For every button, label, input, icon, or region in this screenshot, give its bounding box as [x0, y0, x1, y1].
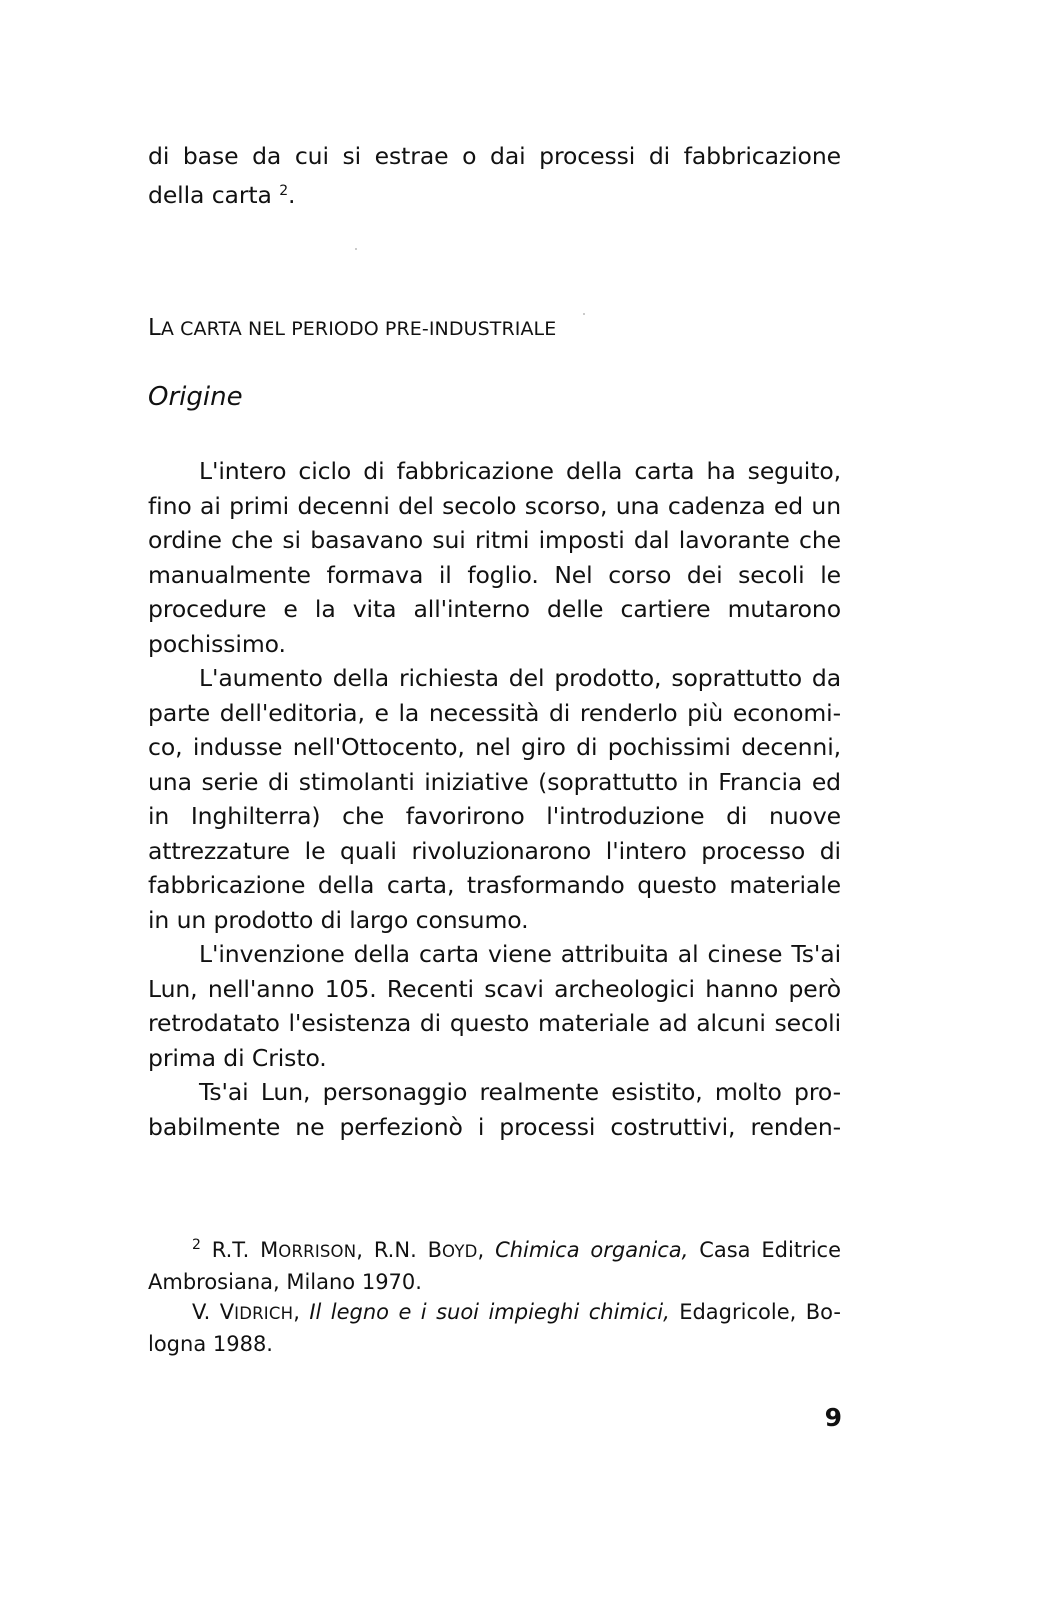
author-name [260, 1238, 356, 1262]
text-line: prima di Cristo. [148, 1043, 327, 1072]
paragraph [148, 454, 841, 661]
footnote-number: 2 [192, 1237, 201, 1253]
text-line: L'intero ciclo di fabbricazione della carta ha seguito, [199, 457, 841, 485]
text-line: fino ai primi decenni del secolo scorso, una cadenza ed un [148, 491, 841, 520]
name-rest: IDRICH [234, 1304, 294, 1323]
footnote-line: Ambrosiana, Milano 1970. [148, 1270, 422, 1294]
paragraph [148, 937, 841, 1075]
text-line: manualmente formava il foglio. Nel corso dei secoli le [148, 560, 841, 589]
text-line: Lun, nell'anno 105. Recenti scavi archeologici hanno però [148, 974, 841, 1003]
text-fragment: . [288, 180, 296, 209]
text-line [148, 174, 841, 213]
author-initials: V. [192, 1300, 211, 1324]
scan-speck [355, 248, 357, 250]
body-text [148, 454, 841, 1144]
text-line: babilmente ne perfezionò i processi costruttivi, renden- [148, 1112, 841, 1141]
name-initial: M [260, 1238, 279, 1262]
text-line: in Inghilterra) che favorirono l'introduzione di nuove [148, 802, 841, 830]
text-line: attrezzature le quali rivoluzionarono l'intero processo di [148, 836, 841, 865]
separator: , [477, 1238, 485, 1262]
footnote-ref: 2 [279, 182, 288, 199]
text-line: procedure e la vita all'interno delle cartiere mutarono [148, 595, 841, 623]
text-line: fabbricazione della carta, trasformando questo materiale [148, 871, 841, 899]
name-initial: V [219, 1300, 235, 1324]
footnote-line: logna 1988. [148, 1332, 273, 1356]
text-line: in un prodotto di largo consumo. [148, 905, 529, 934]
separator: , [356, 1238, 363, 1262]
text-line: Ts'ai Lun, personaggio realmente esistito, molto pro- [199, 1078, 841, 1106]
author-initials: R.T. [211, 1238, 250, 1262]
text-line: ordine che si basavano sui ritmi imposti dal lavorante che [148, 526, 841, 554]
publisher: Edagricole, Bo- [679, 1300, 841, 1324]
text-line: di base da cui si estrae o dai processi di fabbricazione [148, 142, 841, 170]
section-title-initial: L [148, 315, 161, 341]
page-number: 9 [824, 1403, 842, 1432]
section-title [148, 313, 556, 344]
book-title: Il legno e i suoi impieghi chimici, [309, 1300, 670, 1324]
footnote-line [148, 1230, 841, 1267]
author-name [428, 1238, 478, 1262]
footnote-line [148, 1297, 841, 1329]
author-name [220, 1300, 293, 1324]
footnotes [148, 1230, 841, 1359]
name-rest: ORRISON [278, 1242, 357, 1261]
text-line: pochissimo. [148, 629, 286, 658]
name-rest: OYD [442, 1242, 478, 1261]
book-title: Chimica organica, [495, 1238, 689, 1262]
scan-speck [583, 313, 585, 315]
text-line: retrodatato l'esistenza di questo materiale ad alcuni secoli [148, 1009, 841, 1037]
paragraph [148, 1075, 841, 1144]
author-initials: R.N. [373, 1238, 417, 1262]
separator: , [293, 1300, 300, 1324]
publisher: Casa Editrice [699, 1238, 841, 1262]
section-title-rest: A CARTA NEL PERIODO PRE-INDUSTRIALE [160, 318, 557, 340]
text-line: L'aumento della richiesta del prodotto, soprattutto da [199, 664, 841, 692]
opening-paragraph [148, 139, 841, 212]
text-line: una serie di stimolanti iniziative (soprattutto in Francia ed [148, 767, 841, 796]
text-fragment: della carta [148, 180, 272, 209]
paragraph [148, 661, 841, 937]
text-line: co, indusse nell'Ottocento, nel giro di pochissimi decenni, [148, 733, 841, 761]
subheading: Origine [148, 382, 243, 412]
text-line: parte dell'editoria, e la necessità di renderlo più economi- [148, 698, 841, 727]
text-line: L'invenzione della carta viene attribuita al cinese Ts'ai [199, 940, 841, 968]
name-initial: B [427, 1238, 443, 1262]
